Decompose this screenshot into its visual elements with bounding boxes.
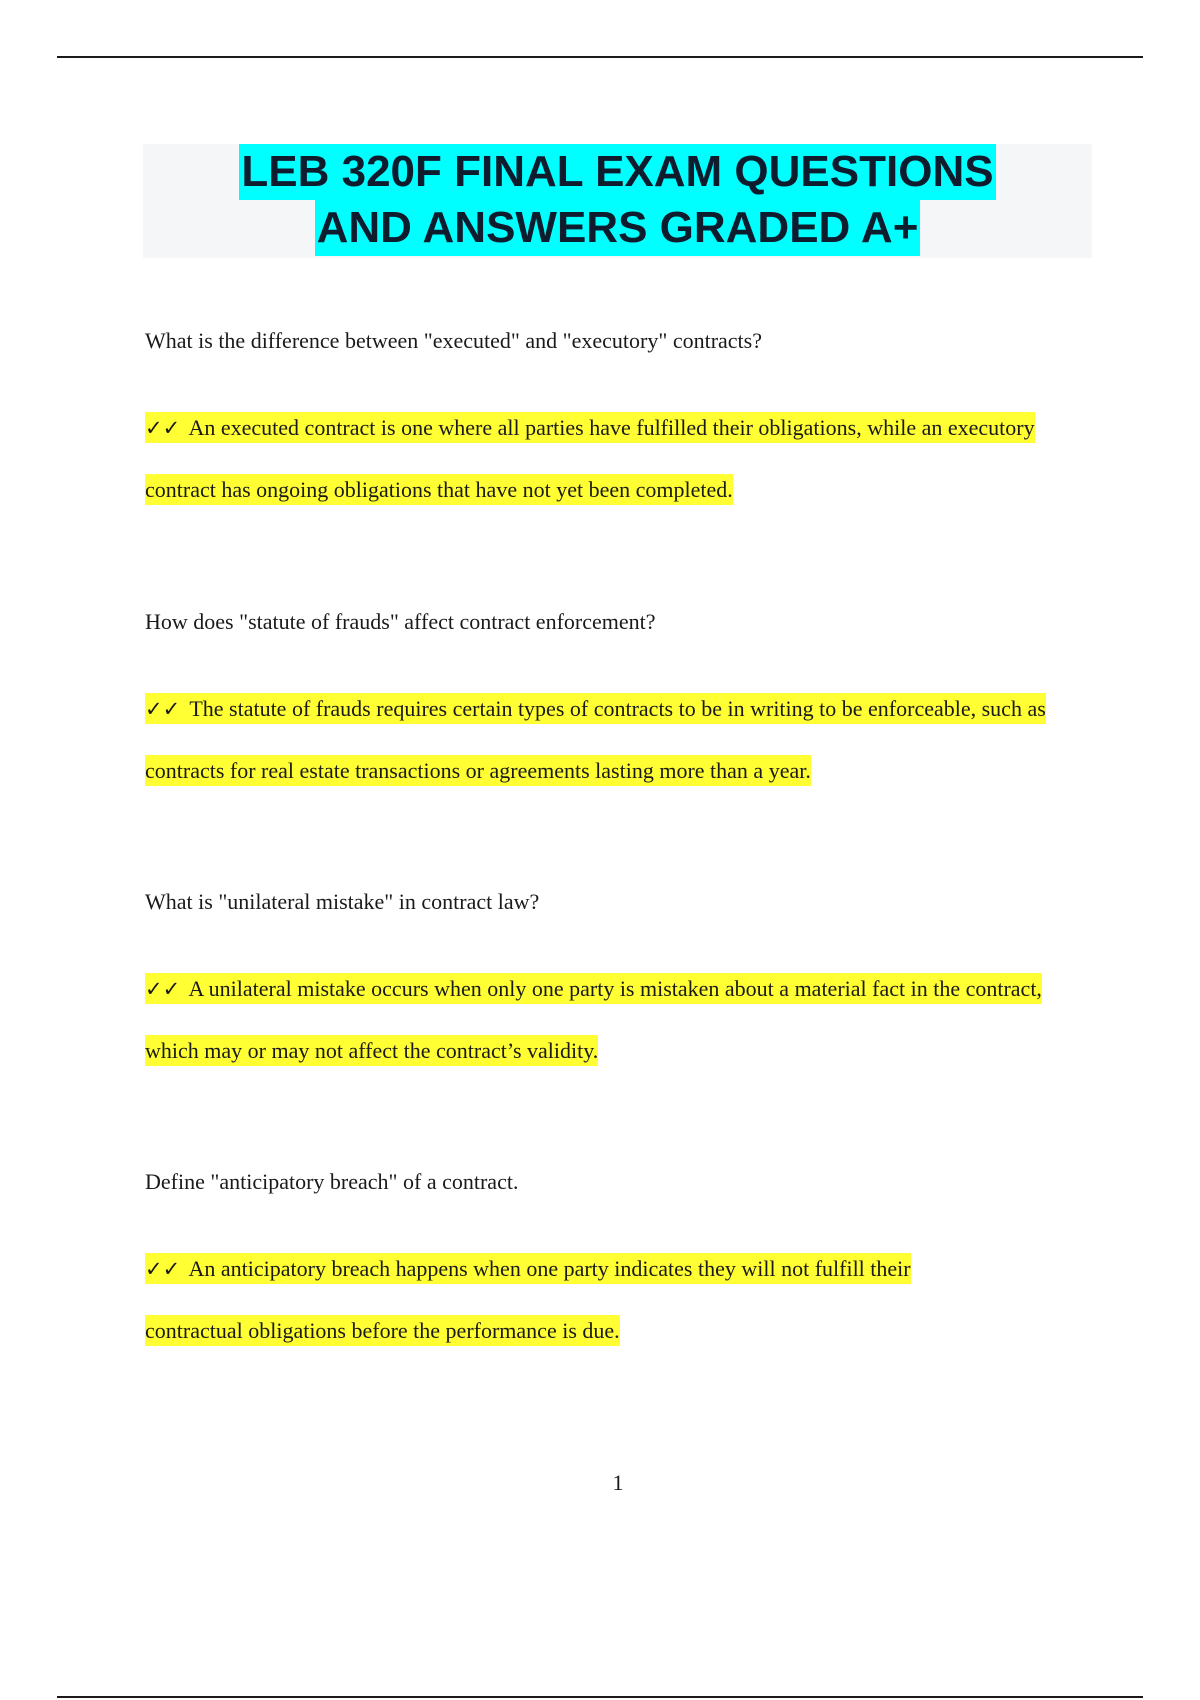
answer-text: The statute of frauds requires certain types of contracts to be in writing to be enforceable, such as contracts for real estate transactions or agreements lasting more than a year. [145, 696, 1046, 783]
answer-highlight [145, 693, 1046, 786]
answer-text: An anticipatory breach happens when one party indicates they will not fulfill their contractual obligations before the performance is due. [145, 1256, 911, 1343]
qa-item [145, 608, 1075, 801]
answer-highlight [145, 412, 1035, 505]
checkmark-icon: ✓✓ [145, 697, 181, 721]
answer-block [145, 678, 1080, 801]
checkmark-icon: ✓✓ [145, 977, 181, 1001]
qa-item [145, 327, 1075, 520]
answer-block [145, 397, 1065, 520]
title-line-1: LEB 320F FINAL EXAM QUESTIONS [239, 144, 995, 200]
bottom-rule [57, 1696, 1143, 1698]
question-text: How does "statute of frauds" affect contract enforcement? [145, 609, 656, 634]
question-text: What is "unilateral mistake" in contract law? [145, 889, 540, 914]
answer-highlight [145, 1253, 911, 1346]
answer-text: An executed contract is one where all parties have fulfilled their obligations, while an executory contract has ongoing obligations that have not yet been completed. [145, 415, 1035, 502]
title-line-2: AND ANSWERS GRADED A+ [315, 200, 921, 256]
answer-text: A unilateral mistake occurs when only one party is mistaken about a material fact in the contract, which may or may not affect the contract’s validity. [145, 976, 1042, 1063]
title-band [143, 144, 1092, 258]
qa-item [145, 888, 1075, 1081]
answer-highlight [145, 973, 1042, 1066]
question-text: Define "anticipatory breach" of a contract. [145, 1169, 519, 1194]
answer-block [145, 1238, 995, 1361]
top-rule [57, 56, 1143, 58]
checkmark-icon: ✓✓ [145, 416, 181, 440]
checkmark-icon: ✓✓ [145, 1257, 181, 1281]
page-number: 1 [612, 1470, 624, 1495]
question-text: What is the difference between "executed" and "executory" contracts? [145, 328, 762, 353]
qa-item [145, 1168, 1075, 1361]
document-title [143, 144, 1092, 256]
answer-block [145, 958, 1050, 1081]
